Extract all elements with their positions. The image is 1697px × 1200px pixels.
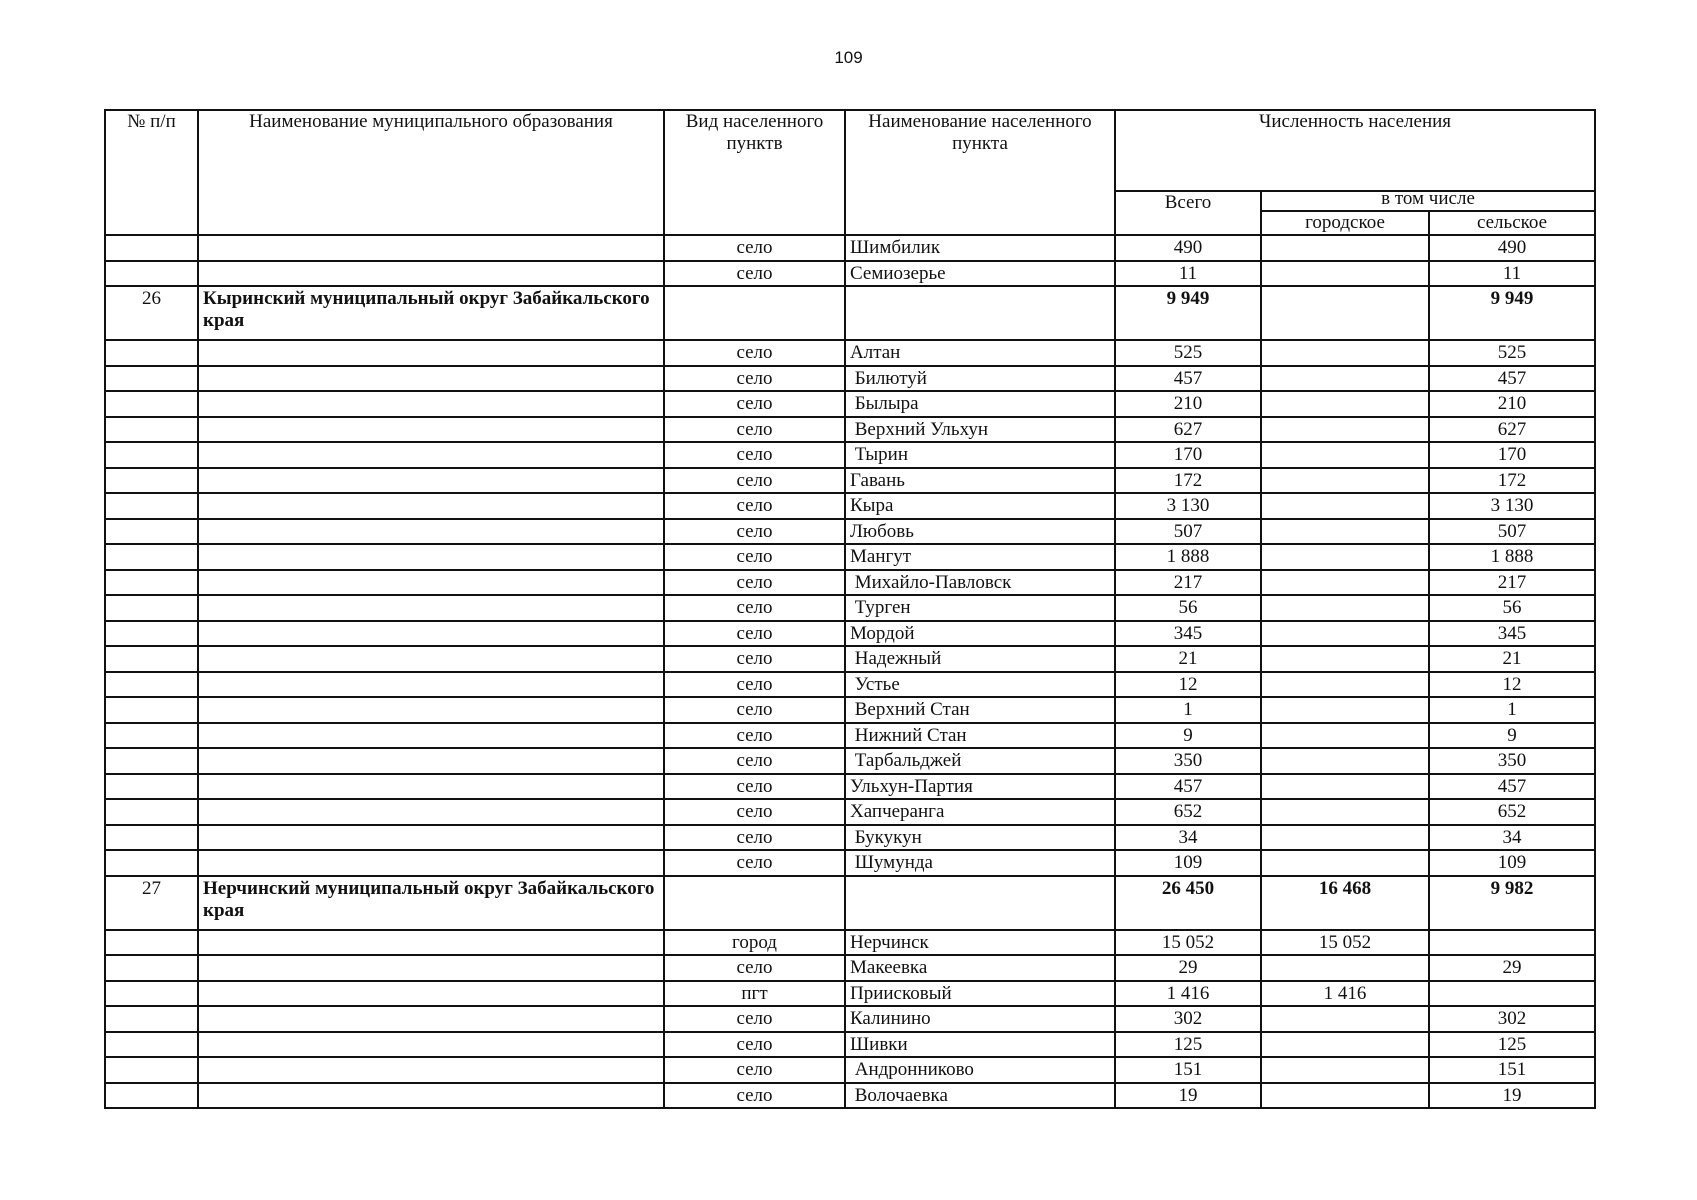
table-row: [105, 391, 1595, 417]
cell-settlement-name: Устье: [845, 672, 1115, 698]
cell-urban: [1261, 774, 1429, 800]
cell-rural: 525: [1429, 340, 1595, 366]
cell-num: [105, 955, 198, 981]
cell-municipality-name: [198, 570, 664, 596]
cell-total: 457: [1115, 774, 1261, 800]
cell-settlement-name: [845, 286, 1115, 340]
cell-municipality-name: [198, 442, 664, 468]
municipality-row: [105, 876, 1595, 930]
cell-num: [105, 748, 198, 774]
cell-settlement-type: село: [664, 748, 845, 774]
cell-settlement-type: село: [664, 799, 845, 825]
cell-settlement-name: Былыра: [845, 391, 1115, 417]
cell-rural: 210: [1429, 391, 1595, 417]
cell-total: 9 949: [1115, 286, 1261, 340]
cell-rural: 170: [1429, 442, 1595, 468]
cell-total: 9: [1115, 723, 1261, 749]
header-rural: сельское: [1429, 211, 1595, 235]
cell-settlement-type: село: [664, 442, 845, 468]
table-row: [105, 442, 1595, 468]
cell-num: [105, 519, 198, 545]
cell-municipality-name: [198, 366, 664, 392]
table-row: [105, 697, 1595, 723]
cell-municipality-name: Нерчинский муниципальный округ Забайкальского края: [198, 876, 664, 930]
cell-urban: [1261, 544, 1429, 570]
cell-rural: 627: [1429, 417, 1595, 443]
cell-settlement-name: Алтан: [845, 340, 1115, 366]
table-row: [105, 748, 1595, 774]
cell-municipality-name: [198, 417, 664, 443]
cell-settlement-type: село: [664, 340, 845, 366]
cell-total: 109: [1115, 850, 1261, 876]
cell-urban: [1261, 723, 1429, 749]
header-settlement-type: Вид населенного пунктв: [664, 110, 845, 235]
cell-municipality-name: [198, 621, 664, 647]
cell-rural: 507: [1429, 519, 1595, 545]
cell-total: 507: [1115, 519, 1261, 545]
header-total: Всего: [1115, 191, 1261, 235]
table-row: [105, 825, 1595, 851]
cell-settlement-type: село: [664, 493, 845, 519]
table-row: [105, 261, 1595, 287]
cell-municipality-name: [198, 799, 664, 825]
cell-urban: [1261, 1057, 1429, 1083]
cell-settlement-type: село: [664, 366, 845, 392]
cell-urban: [1261, 391, 1429, 417]
cell-urban: [1261, 570, 1429, 596]
table-row: [105, 799, 1595, 825]
cell-settlement-name: Тарбальджей: [845, 748, 1115, 774]
cell-settlement-type: село: [664, 723, 845, 749]
cell-num: [105, 774, 198, 800]
table-body: [105, 235, 1595, 1108]
table-row: [105, 340, 1595, 366]
cell-municipality-name: [198, 723, 664, 749]
table-row: [105, 930, 1595, 956]
cell-total: 19: [1115, 1083, 1261, 1109]
header-population: Численность населения: [1115, 110, 1595, 191]
cell-municipality-name: [198, 519, 664, 545]
table-row: [105, 366, 1595, 392]
cell-settlement-name: Шимбилик: [845, 235, 1115, 261]
cell-total: 525: [1115, 340, 1261, 366]
cell-urban: [1261, 1032, 1429, 1058]
header-num: № п/п: [105, 110, 198, 235]
cell-urban: [1261, 621, 1429, 647]
cell-settlement-name: [845, 876, 1115, 930]
table-row: [105, 417, 1595, 443]
cell-total: 1 888: [1115, 544, 1261, 570]
cell-total: 3 130: [1115, 493, 1261, 519]
cell-rural: 9: [1429, 723, 1595, 749]
cell-rural: 151: [1429, 1057, 1595, 1083]
cell-settlement-name: Макеевка: [845, 955, 1115, 981]
cell-total: 26 450: [1115, 876, 1261, 930]
cell-settlement-type: город: [664, 930, 845, 956]
cell-num: [105, 1057, 198, 1083]
cell-settlement-type: село: [664, 544, 845, 570]
cell-num: [105, 544, 198, 570]
cell-urban: [1261, 646, 1429, 672]
cell-settlement-name: Приисковый: [845, 981, 1115, 1007]
header-urban: городское: [1261, 211, 1429, 235]
cell-rural: 21: [1429, 646, 1595, 672]
cell-settlement-name: Калинино: [845, 1006, 1115, 1032]
cell-settlement-name: Нижний Стан: [845, 723, 1115, 749]
table-row: [105, 1006, 1595, 1032]
cell-rural: 652: [1429, 799, 1595, 825]
cell-urban: [1261, 595, 1429, 621]
cell-settlement-type: село: [664, 672, 845, 698]
cell-total: 490: [1115, 235, 1261, 261]
cell-rural: 457: [1429, 366, 1595, 392]
cell-municipality-name: [198, 955, 664, 981]
cell-rural: 9 949: [1429, 286, 1595, 340]
cell-settlement-type: село: [664, 1083, 845, 1109]
cell-rural: 125: [1429, 1032, 1595, 1058]
cell-num: [105, 723, 198, 749]
cell-settlement-name: Гавань: [845, 468, 1115, 494]
cell-urban: 1 416: [1261, 981, 1429, 1007]
table-row: [105, 1057, 1595, 1083]
cell-municipality-name: [198, 493, 664, 519]
cell-municipality-name: Кыринский муниципальный округ Забайкальского края: [198, 286, 664, 340]
cell-rural: 457: [1429, 774, 1595, 800]
table-row: [105, 672, 1595, 698]
cell-num: [105, 366, 198, 392]
cell-num: [105, 493, 198, 519]
table-row: [105, 1083, 1595, 1109]
cell-num: [105, 1083, 198, 1109]
cell-settlement-name: Хапчеранга: [845, 799, 1115, 825]
cell-num: [105, 672, 198, 698]
cell-total: 217: [1115, 570, 1261, 596]
cell-settlement-type: село: [664, 646, 845, 672]
cell-num: [105, 621, 198, 647]
cell-num: [105, 235, 198, 261]
cell-municipality-name: [198, 981, 664, 1007]
cell-settlement-type: село: [664, 850, 845, 876]
cell-num: [105, 468, 198, 494]
cell-urban: [1261, 286, 1429, 340]
cell-settlement-name: Букукун: [845, 825, 1115, 851]
cell-settlement-name: Тырин: [845, 442, 1115, 468]
cell-settlement-type: село: [664, 774, 845, 800]
cell-total: 345: [1115, 621, 1261, 647]
cell-settlement-name: Кыра: [845, 493, 1115, 519]
cell-rural: 34: [1429, 825, 1595, 851]
cell-rural: 11: [1429, 261, 1595, 287]
table-row: [105, 595, 1595, 621]
cell-num: [105, 930, 198, 956]
cell-rural: 12: [1429, 672, 1595, 698]
cell-settlement-name: Шумунда: [845, 850, 1115, 876]
cell-rural: 345: [1429, 621, 1595, 647]
cell-total: 1 416: [1115, 981, 1261, 1007]
table-row: [105, 723, 1595, 749]
cell-rural: 3 130: [1429, 493, 1595, 519]
cell-urban: [1261, 366, 1429, 392]
cell-urban: [1261, 519, 1429, 545]
cell-urban: [1261, 417, 1429, 443]
cell-settlement-name: Мордой: [845, 621, 1115, 647]
cell-rural: 1 888: [1429, 544, 1595, 570]
cell-urban: [1261, 340, 1429, 366]
cell-settlement-type: село: [664, 825, 845, 851]
cell-settlement-type: село: [664, 1006, 845, 1032]
cell-rural: 29: [1429, 955, 1595, 981]
cell-municipality-name: [198, 595, 664, 621]
cell-municipality-name: [198, 672, 664, 698]
cell-urban: [1261, 493, 1429, 519]
cell-settlement-type: село: [664, 391, 845, 417]
cell-total: 457: [1115, 366, 1261, 392]
cell-num: [105, 1032, 198, 1058]
cell-total: 627: [1115, 417, 1261, 443]
cell-settlement-type: село: [664, 1057, 845, 1083]
cell-municipality-name: [198, 697, 664, 723]
cell-settlement-name: Верхний Стан: [845, 697, 1115, 723]
cell-total: 1: [1115, 697, 1261, 723]
table-row: [105, 544, 1595, 570]
cell-municipality-name: [198, 261, 664, 287]
cell-settlement-type: [664, 876, 845, 930]
cell-municipality-name: [198, 850, 664, 876]
cell-municipality-name: [198, 468, 664, 494]
cell-settlement-type: село: [664, 621, 845, 647]
cell-settlement-type: село: [664, 1032, 845, 1058]
cell-settlement-name: Шивки: [845, 1032, 1115, 1058]
cell-urban: 16 468: [1261, 876, 1429, 930]
table-row: [105, 570, 1595, 596]
cell-total: 172: [1115, 468, 1261, 494]
cell-municipality-name: [198, 748, 664, 774]
header-including: в том числе: [1261, 191, 1595, 211]
cell-num: 27: [105, 876, 198, 930]
cell-municipality-name: [198, 930, 664, 956]
cell-num: [105, 850, 198, 876]
cell-municipality-name: [198, 235, 664, 261]
cell-total: 29: [1115, 955, 1261, 981]
cell-total: 21: [1115, 646, 1261, 672]
cell-municipality-name: [198, 391, 664, 417]
table-row: [105, 981, 1595, 1007]
cell-total: 151: [1115, 1057, 1261, 1083]
cell-num: [105, 261, 198, 287]
cell-rural: 217: [1429, 570, 1595, 596]
cell-settlement-type: село: [664, 570, 845, 596]
cell-rural: 9 982: [1429, 876, 1595, 930]
cell-num: [105, 391, 198, 417]
table-row: [105, 1032, 1595, 1058]
cell-urban: [1261, 468, 1429, 494]
cell-rural: [1429, 930, 1595, 956]
cell-settlement-type: пгт: [664, 981, 845, 1007]
cell-urban: [1261, 955, 1429, 981]
cell-municipality-name: [198, 544, 664, 570]
cell-num: [105, 697, 198, 723]
cell-rural: 109: [1429, 850, 1595, 876]
cell-rural: 490: [1429, 235, 1595, 261]
cell-urban: [1261, 1083, 1429, 1109]
cell-urban: [1261, 235, 1429, 261]
cell-rural: 172: [1429, 468, 1595, 494]
cell-rural: [1429, 981, 1595, 1007]
cell-settlement-type: село: [664, 468, 845, 494]
cell-rural: 350: [1429, 748, 1595, 774]
cell-urban: [1261, 672, 1429, 698]
cell-municipality-name: [198, 1057, 664, 1083]
table-row: [105, 646, 1595, 672]
cell-total: 210: [1115, 391, 1261, 417]
cell-num: [105, 340, 198, 366]
cell-num: [105, 1006, 198, 1032]
cell-total: 302: [1115, 1006, 1261, 1032]
cell-num: [105, 417, 198, 443]
cell-municipality-name: [198, 340, 664, 366]
table-row: [105, 235, 1595, 261]
cell-settlement-name: Надежный: [845, 646, 1115, 672]
cell-settlement-name: Любовь: [845, 519, 1115, 545]
table-row: [105, 468, 1595, 494]
cell-rural: 1: [1429, 697, 1595, 723]
cell-total: 170: [1115, 442, 1261, 468]
cell-municipality-name: [198, 1083, 664, 1109]
table-row: [105, 493, 1595, 519]
cell-rural: 19: [1429, 1083, 1595, 1109]
cell-settlement-type: село: [664, 235, 845, 261]
cell-total: 11: [1115, 261, 1261, 287]
cell-settlement-type: село: [664, 595, 845, 621]
cell-urban: [1261, 1006, 1429, 1032]
cell-settlement-type: село: [664, 955, 845, 981]
cell-settlement-name: Волочаевка: [845, 1083, 1115, 1109]
table-row: [105, 621, 1595, 647]
cell-num: [105, 799, 198, 825]
cell-urban: [1261, 825, 1429, 851]
cell-settlement-name: Билютуй: [845, 366, 1115, 392]
cell-num: [105, 825, 198, 851]
cell-settlement-type: село: [664, 417, 845, 443]
cell-urban: [1261, 697, 1429, 723]
cell-urban: [1261, 261, 1429, 287]
cell-urban: [1261, 799, 1429, 825]
cell-urban: [1261, 850, 1429, 876]
cell-total: 56: [1115, 595, 1261, 621]
cell-total: 34: [1115, 825, 1261, 851]
cell-num: 26: [105, 286, 198, 340]
cell-settlement-name: Михайло-Павловск: [845, 570, 1115, 596]
cell-urban: [1261, 748, 1429, 774]
cell-municipality-name: [198, 1032, 664, 1058]
cell-urban: [1261, 442, 1429, 468]
cell-settlement-name: Нерчинск: [845, 930, 1115, 956]
cell-settlement-name: Андронниково: [845, 1057, 1115, 1083]
cell-municipality-name: [198, 646, 664, 672]
cell-municipality-name: [198, 774, 664, 800]
cell-num: [105, 595, 198, 621]
cell-settlement-name: Верхний Ульхун: [845, 417, 1115, 443]
municipality-row: [105, 286, 1595, 340]
table-header: [105, 110, 1595, 235]
cell-num: [105, 646, 198, 672]
cell-total: 652: [1115, 799, 1261, 825]
cell-settlement-name: Турген: [845, 595, 1115, 621]
cell-rural: 56: [1429, 595, 1595, 621]
cell-municipality-name: [198, 1006, 664, 1032]
cell-num: [105, 442, 198, 468]
cell-urban: 15 052: [1261, 930, 1429, 956]
table-row: [105, 850, 1595, 876]
cell-settlement-type: [664, 286, 845, 340]
cell-municipality-name: [198, 825, 664, 851]
cell-rural: 302: [1429, 1006, 1595, 1032]
population-table: [104, 109, 1596, 1109]
cell-settlement-name: Ульхун-Партия: [845, 774, 1115, 800]
table-row: [105, 519, 1595, 545]
cell-settlement-name: Мангут: [845, 544, 1115, 570]
header-municipality-name: Наименование муниципального образования: [198, 110, 664, 235]
cell-settlement-type: село: [664, 261, 845, 287]
header-settlement-name: Наименование населенного пункта: [845, 110, 1115, 235]
cell-settlement-type: село: [664, 697, 845, 723]
table-row: [105, 955, 1595, 981]
table-row: [105, 774, 1595, 800]
cell-total: 12: [1115, 672, 1261, 698]
cell-settlement-name: Семиозерье: [845, 261, 1115, 287]
cell-total: 350: [1115, 748, 1261, 774]
cell-num: [105, 981, 198, 1007]
cell-total: 15 052: [1115, 930, 1261, 956]
cell-total: 125: [1115, 1032, 1261, 1058]
cell-num: [105, 570, 198, 596]
cell-settlement-type: село: [664, 519, 845, 545]
page-number: 109: [834, 48, 863, 67]
